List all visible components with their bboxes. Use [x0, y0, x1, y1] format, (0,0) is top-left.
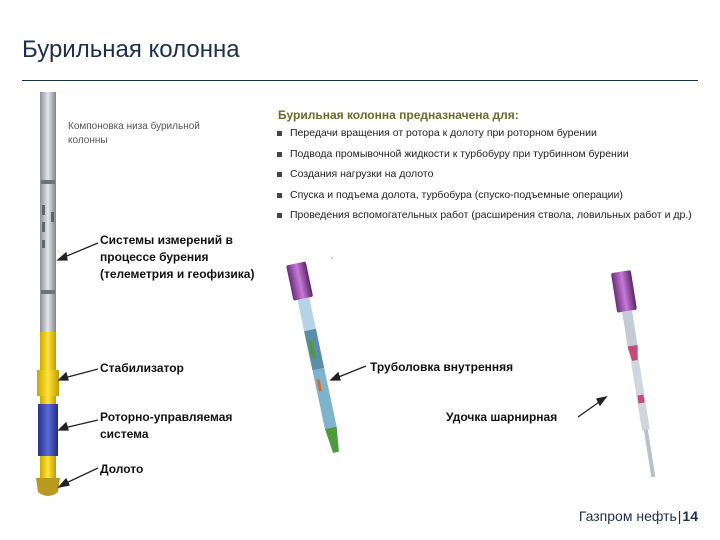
purpose-item-text: Создания нагрузки на долото: [290, 168, 434, 180]
purpose-item: [277, 209, 697, 222]
drill-string-illustration: [36, 92, 60, 496]
bullet-icon: [277, 193, 282, 198]
bullet-icon: [277, 213, 282, 218]
bit-label: Долото: [100, 462, 144, 476]
component-arrows: [58, 243, 98, 487]
purpose-list: [277, 127, 697, 230]
marker-dot: [331, 257, 333, 259]
purpose-item: [277, 127, 697, 140]
footer-company: Газпром нефть: [578, 508, 677, 524]
stabilizer-label: Стабилизатор: [100, 361, 184, 375]
purpose-item: [277, 189, 697, 202]
purpose-item-text: Проведения вспомогательных работ (расширения ствола, ловильных работ и др.): [290, 209, 692, 221]
telemetry-label: Системы измерений в процессе бурения (телеметрия и геофизика): [100, 233, 255, 281]
purpose-item: [277, 148, 697, 161]
bha-label: Компоновка низа бурильной колонны: [68, 121, 200, 146]
purpose-heading: Бурильная колонна предназначена для:: [278, 108, 519, 122]
footer: [579, 508, 698, 524]
rss-label: Роторно-управляемая система: [100, 410, 233, 441]
bullet-icon: [277, 152, 282, 157]
spear-label: Труболовка внутренняя: [370, 360, 514, 374]
purpose-item-text: Передачи вращения от ротора к долоту при роторном бурении: [290, 127, 597, 139]
bullet-icon: [277, 131, 282, 136]
internal-spear-illustration: [286, 261, 346, 454]
slide-title: Бурильная колонна: [22, 36, 240, 63]
purpose-item-text: Спуска и подъема долота, турбобура (спуско-подъемные операции): [290, 188, 623, 201]
footer-separator: |: [677, 508, 682, 524]
fishing-rod-illustration: [611, 270, 663, 479]
rod-label: Удочка шарнирная: [446, 410, 558, 424]
purpose-item-text: Подвода промывочной жидкости к турбобуру при турбинном бурении: [290, 147, 629, 160]
bullet-icon: [277, 172, 282, 177]
page-number: 14: [682, 508, 698, 524]
purpose-item: [277, 168, 697, 181]
